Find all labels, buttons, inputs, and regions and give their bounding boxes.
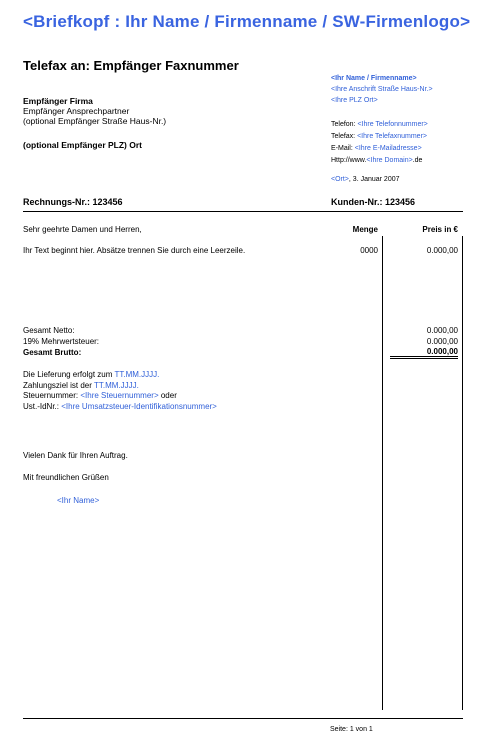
web-suffix: .de	[412, 157, 423, 164]
sender-web-row	[331, 155, 428, 167]
signature: <Ihr Name>	[57, 496, 100, 505]
sender-street: <Ihre Anschrift Straße Haus-Nr.>	[331, 86, 433, 93]
column-divider-price	[462, 236, 463, 710]
fax-title: Telefax an: Empfänger Faxnummer	[23, 58, 239, 73]
sender-contact	[331, 119, 428, 167]
column-divider-quantity	[382, 236, 383, 710]
tax-line	[23, 391, 217, 402]
recipient-address	[23, 96, 166, 126]
due-line	[23, 381, 217, 392]
fax-label: Telefax:	[331, 133, 358, 140]
fax-value: <Ihre Telefaxnummer>	[357, 133, 427, 140]
totals-labels	[23, 325, 99, 358]
thanks: Vielen Dank für Ihren Auftrag.	[23, 451, 128, 460]
greeting: Mit freundlichen Grüßen	[23, 473, 109, 482]
phone-label: Telefon:	[331, 121, 358, 128]
item-quantity: 0000	[360, 246, 378, 255]
column-header-price: Preis in €	[422, 225, 458, 234]
recipient-plz-city: (optional Empfänger PLZ) Ort	[23, 140, 142, 150]
page-number: Seite: 1 von 1	[330, 726, 373, 733]
web-prefix: Http://www.	[331, 157, 367, 164]
sender-phone-row	[331, 119, 428, 131]
recipient-company: Empfänger Firma	[23, 96, 93, 106]
email-value: <Ihre E-Mailadresse>	[354, 145, 422, 152]
place-date	[331, 176, 400, 183]
sender-name: <Ihr Name / Firmenname>	[331, 75, 417, 82]
date: , 3. Januar 2007	[348, 176, 400, 183]
totals-values	[390, 325, 458, 359]
net-label: Gesamt Netto:	[23, 326, 75, 335]
divider-bottom	[23, 718, 463, 719]
divider-top	[23, 211, 463, 212]
recipient-street: (optional Empfänger Straße Haus-Nr.)	[23, 116, 167, 126]
phone-value: <Ihre Telefonnummer>	[357, 121, 428, 128]
vatid-label: Ust.-IdNr.:	[23, 401, 62, 411]
item-price: 0.000,00	[426, 246, 458, 255]
delivery-date: TT.MM.JJJJ.	[114, 370, 160, 379]
body-text: Ihr Text beginnt hier. Absätze trennen Sie durch eine Leerzeile.	[23, 246, 246, 255]
sender-fax-row	[331, 131, 428, 143]
sender-plz-city: <Ihre PLZ Ort>	[331, 97, 378, 104]
vat-value: 0.000,00	[426, 337, 458, 346]
invoice-number: Rechnungs-Nr.: 123456	[23, 197, 123, 207]
vatid-value: <Ihre Umsatzsteuer-Identifikationsnummer>	[61, 401, 217, 411]
tax-or: oder	[158, 391, 177, 400]
email-label: E-Mail:	[331, 145, 355, 152]
due-text: Zahlungsziel ist der	[23, 380, 94, 390]
column-header-quantity: Menge	[352, 225, 378, 234]
delivery-line	[23, 370, 217, 381]
sender-address	[331, 73, 433, 106]
sender-email-row	[331, 143, 428, 155]
gross-label: Gesamt Brutto:	[23, 348, 82, 357]
customer-number: Kunden-Nr.: 123456	[331, 197, 416, 207]
gross-value: 0.000,00	[390, 347, 458, 359]
place: <Ort>	[331, 176, 349, 183]
salutation: Sehr geehrte Damen und Herren,	[23, 225, 142, 234]
tax-number: <Ihre Steuernummer>	[80, 391, 159, 400]
recipient-contact: Empfänger Ansprechpartner	[23, 106, 130, 116]
web-domain: <Ihre Domain>	[366, 157, 413, 164]
due-date: TT.MM.JJJJ.	[94, 380, 139, 390]
payment-terms	[23, 370, 217, 412]
tax-label: Steuernummer:	[23, 391, 81, 400]
vat-label: 19% Mehrwertsteuer:	[23, 337, 100, 346]
letterhead-title: <Briefkopf : Ihr Name / Firmenname / SW-Firmenlogo>	[23, 12, 471, 31]
net-value: 0.000,00	[426, 326, 458, 335]
vatid-line	[23, 402, 217, 413]
delivery-text: Die Lieferung erfolgt zum	[23, 370, 115, 379]
